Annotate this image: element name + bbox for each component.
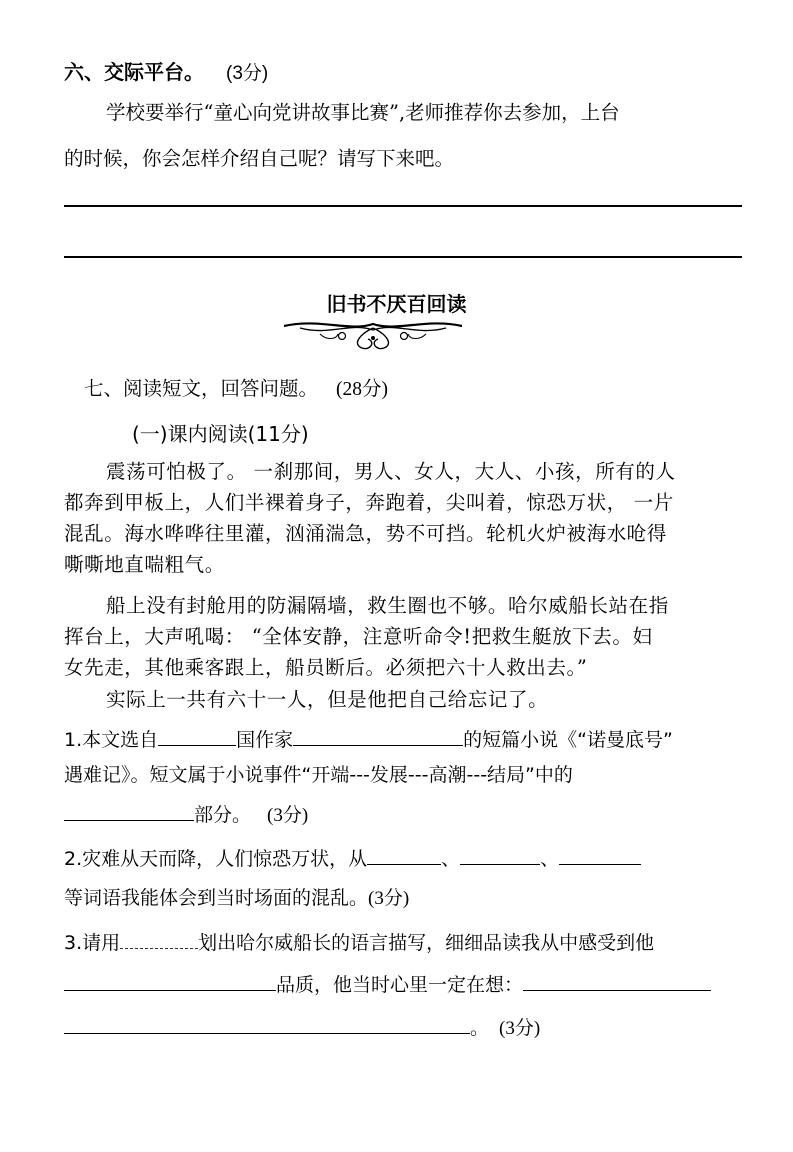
q1-text: 国作家 — [236, 729, 294, 751]
q2-text: 2.灾难从天而降，人们惊恐万状，从 — [64, 848, 368, 870]
banner-title: 旧书不厌百回读 — [326, 292, 467, 316]
q3-blank-thought-2[interactable] — [64, 1014, 470, 1034]
q1-points: (3分) — [267, 805, 309, 826]
q3-text: 划出哈尔威船长的语言描写，细细品读我从中感受到他 — [198, 932, 655, 954]
section-6-heading — [64, 56, 268, 85]
ornament-divider-icon — [280, 314, 466, 360]
passage-line: 嘶嘶地直喘粗气。 — [64, 553, 225, 576]
answer-line[interactable] — [64, 256, 742, 258]
q1-blank-author[interactable] — [293, 726, 463, 746]
question-1-line-3 — [64, 800, 308, 827]
section-6-points: (3分) — [226, 63, 269, 84]
passage-line: 震荡可怕极了。 一刹那间，男人、女人，大人、小孩，所有的人 — [106, 460, 676, 483]
section-7-sub-heading: (一)课内阅读(11分) — [132, 422, 309, 446]
q3-text: 品质，他当时心里一定在想： — [276, 974, 524, 996]
q1-blank-country[interactable] — [158, 726, 236, 746]
q3-points: (3分) — [499, 1018, 541, 1039]
q1-text: 1.本文选自 — [64, 729, 159, 751]
question-3-line-1 — [64, 928, 654, 955]
passage-line: 都奔到甲板上，人们半裸着身子，奔跑着，尖叫着，惊恐万状， 一片 — [64, 491, 674, 514]
q2-points: (3分) — [368, 888, 410, 909]
passage-line: 船上没有封舱用的防漏隔墙，救生圈也不够。哈尔威船长站在指 — [106, 594, 669, 617]
q3-blank-quality[interactable] — [64, 971, 276, 991]
section-7-title: 七、阅读短文，回答问题。 — [84, 377, 319, 400]
q3-blank-thought-1[interactable] — [523, 971, 711, 991]
section-7-heading — [84, 373, 388, 401]
question-1-line-2: 遇难记》。短文属于小说事件“开端---发展---高潮---结局”中的 — [64, 764, 573, 786]
question-3-line-3 — [64, 1013, 540, 1040]
passage-line: 女先走，其他乘客跟上，船员断后。必须把六十人救出去。” — [64, 656, 588, 679]
q2-blank-1[interactable] — [367, 845, 441, 865]
section-7-points: (28分) — [336, 379, 389, 400]
section-6-prompt-line-1: 学校要举行“童心向党讲故事比赛”,老师推荐你去参加，上台 — [106, 101, 620, 124]
passage-line: 挥台上，大声吼喝： “全体安静，注意听命令!把救生艇放下去。妇 — [64, 625, 653, 648]
question-2-line-2 — [64, 883, 409, 910]
section-6-prompt-line-2: 的时候，你会怎样介绍自己呢？请写下来吧。 — [64, 147, 455, 170]
q2-separator: 、 — [441, 848, 461, 870]
section-6-title: 六、交际平台。 — [64, 60, 204, 84]
q3-text: 3.请用 — [64, 932, 121, 954]
q2-text: 等词语我能体会到当时场面的混乱。 — [64, 887, 369, 909]
q1-text: 部分。 — [194, 804, 252, 826]
q2-blank-3[interactable] — [559, 845, 641, 865]
passage-line: 混乱。海水哗哗往里灌，汹涌湍急，势不可挡。轮机火炉被海水呛得 — [64, 522, 668, 545]
answer-line[interactable] — [64, 205, 742, 207]
q3-text: 。 — [470, 1017, 490, 1039]
q3-wavy-line-sample — [120, 930, 198, 949]
passage-line: 实际上一共有六十一人，但是他把自己给忘记了。 — [106, 688, 549, 711]
question-1-line-1 — [64, 725, 673, 752]
question-3-line-2 — [64, 970, 711, 997]
question-2-line-1 — [64, 844, 641, 871]
q1-text: 的短篇小说《“诺曼底号” — [463, 729, 673, 751]
q2-separator: 、 — [540, 848, 560, 870]
q2-blank-2[interactable] — [460, 845, 540, 865]
q1-blank-part[interactable] — [64, 801, 194, 821]
